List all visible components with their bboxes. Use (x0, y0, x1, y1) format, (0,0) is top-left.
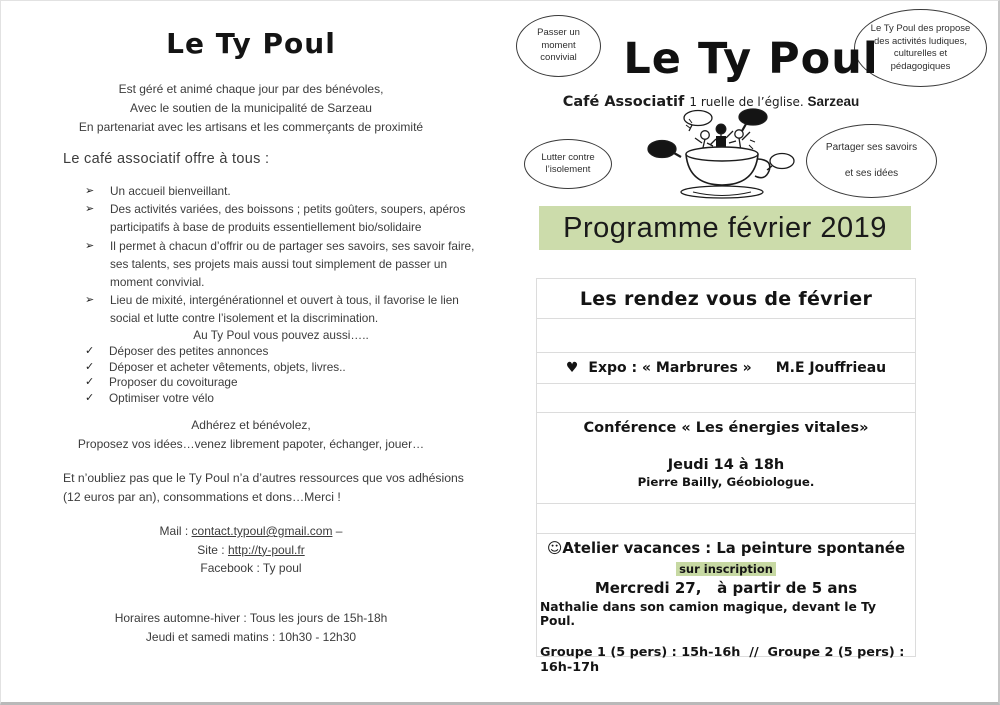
expo-row (537, 353, 915, 384)
atelier-title: Atelier vacances : La peinture spontanée (562, 540, 906, 557)
list-item-text: Un accueil bienveillant. (110, 184, 231, 198)
arrow-bullet-icon: ➢ (85, 294, 95, 307)
intro-paragraph (16, 80, 486, 137)
check-icon: ✓ (85, 345, 95, 357)
table-empty-row (537, 504, 915, 534)
adhere-paragraph (1, 416, 501, 453)
contact-block (1, 522, 501, 578)
left-page-title: Le Ty Poul (166, 27, 336, 60)
site-line (1, 541, 501, 560)
check-list (85, 344, 477, 406)
agenda-table (536, 278, 916, 675)
offer-heading: Le café associatif offre à tous : (63, 151, 270, 167)
aussi-line: Au Ty Poul vous pouvez aussi….. (193, 328, 369, 342)
conference-datetime: Jeudi 14 à 18h (667, 457, 785, 473)
list-item (85, 360, 477, 376)
mail-line (1, 522, 501, 541)
oval-line: et ses idées (844, 167, 899, 179)
speech-oval-activites: Le Ty Poul des propose des activités ludiques, culturelles et pédagogiques (854, 9, 987, 87)
adhere-line: Adhérez et bénévolez, (191, 418, 311, 432)
conference-title: Conférence « Les énergies vitales» (583, 420, 869, 436)
hours-line: Horaires automne-hiver : Tous les jours de 15h-18h (114, 611, 388, 625)
list-item (85, 391, 477, 407)
arrow-bullet-icon: ➢ (85, 185, 95, 197)
atelier-title-line (537, 540, 915, 557)
list-item (85, 182, 477, 200)
mail-link[interactable]: contact.typoul@gmail.com (191, 524, 333, 538)
atelier-datetime: Mercredi 27, à partir de 5 ans (594, 579, 858, 597)
speech-bubble-outline-icon (684, 111, 712, 126)
conference-speaker: Pierre Bailly, Géobiologue. (637, 475, 815, 489)
check-icon: ✓ (85, 391, 95, 404)
check-icon: ✓ (85, 360, 95, 373)
subtitle-cafe: Café Associatif (562, 94, 690, 110)
speech-bubble-outline-icon (770, 154, 794, 169)
speech-bubble-filled-icon (739, 109, 767, 125)
arrow-bullet-icon: ➢ (85, 239, 95, 252)
list-item (85, 200, 477, 236)
hours-line: Jeudi et samedi matins : 10h30 - 12h30 (145, 629, 357, 644)
list-item-text: Des activités variées, des boissons ; petits goûters, soupers, apéros participatifs à base de produits essentiellement bio/solidaire (110, 202, 466, 235)
offer-list (85, 182, 477, 328)
badge-line (537, 558, 915, 577)
agenda-header: Les rendez vous de février (537, 279, 915, 319)
list-item-text: Il permet à chacun d’offrir ou de partager ses savoirs, ses savoir faire, ses talents, ses projets mais aussi tout simplement de passer un moment convivial. (110, 238, 475, 290)
list-item-text: Lieu de mixité, intergénérationnel et ouvert à tous, il favorise le lien social et lutte contre l’isolement et la discrimination. (110, 293, 459, 326)
speech-oval-lutter-isolement: Lutter contre l’isolement (524, 139, 612, 189)
heart-icon: ♥ (565, 360, 579, 376)
adhere-line: Proposez vos idées…venez librement papoter, échanger, jouer… (77, 436, 425, 451)
conference-row (537, 413, 915, 504)
table-empty-row (537, 384, 915, 413)
arrow-bullet-icon: ➢ (85, 203, 95, 216)
coffee-cup-illustration (646, 108, 814, 200)
smiley-icon: ☺ (546, 540, 563, 557)
site-link[interactable]: http://ty-poul.fr (227, 542, 305, 557)
table-empty-row (537, 319, 915, 353)
atelier-row (537, 534, 915, 675)
list-item-text: Déposer des petites annonces (109, 344, 269, 358)
expo-author: M.E Jouffrieau (775, 360, 887, 376)
list-item (85, 375, 477, 391)
oval-line: Partager ses savoirs (825, 142, 918, 153)
mail-label: Mail : (159, 524, 192, 538)
subtitle-address: 1 ruelle de l’église. (689, 95, 808, 109)
inscription-badge: sur inscription (676, 562, 776, 576)
list-item-text: Déposer et acheter vêtements, objets, livres.. (109, 359, 346, 374)
speech-bubble-filled-icon (648, 141, 676, 158)
intro-line: Avec le soutien de la municipalité de Sarzeau (130, 101, 372, 115)
resources-paragraph: Et n’oubliez pas que le Ty Poul n’a d’autres ressources que vos adhésions (12 euros par an), consommations et dons…Merci ! (63, 471, 464, 504)
list-item-text: Optimiser votre vélo (109, 390, 214, 405)
expo-title: Expo : « Marbrures » (588, 360, 752, 376)
list-item (85, 291, 477, 327)
intro-line: Est géré et animé chaque jour par des bénévoles, (118, 82, 384, 96)
list-item (85, 344, 477, 360)
program-banner: Programme février 2019 (539, 206, 911, 250)
facebook-line: Facebook : Ty poul (200, 561, 302, 575)
mail-suffix: – (332, 524, 343, 538)
intro-line: En partenariat avec les artisans et les commerçants de proximité (78, 120, 424, 134)
list-item (85, 237, 477, 292)
speech-oval-partager-savoirs (806, 124, 937, 198)
hours-block (1, 609, 501, 646)
atelier-location: Nathalie dans son camion magique, devant le Ty Poul. (540, 600, 877, 628)
atelier-groups: Groupe 1 (5 pers) : 15h-16h // Groupe 2 (5 pers) : 16h-17h (540, 645, 909, 675)
cup-icon (686, 147, 770, 185)
list-item-text: Proposer du covoiturage (109, 375, 238, 390)
speech-oval-passer-moment: Passer un moment convivial (516, 15, 601, 77)
check-icon: ✓ (85, 376, 95, 389)
site-label: Site : (197, 542, 228, 557)
subtitle-city: Sarzeau (807, 94, 860, 109)
right-page-title: Le Ty Poul (623, 34, 879, 84)
